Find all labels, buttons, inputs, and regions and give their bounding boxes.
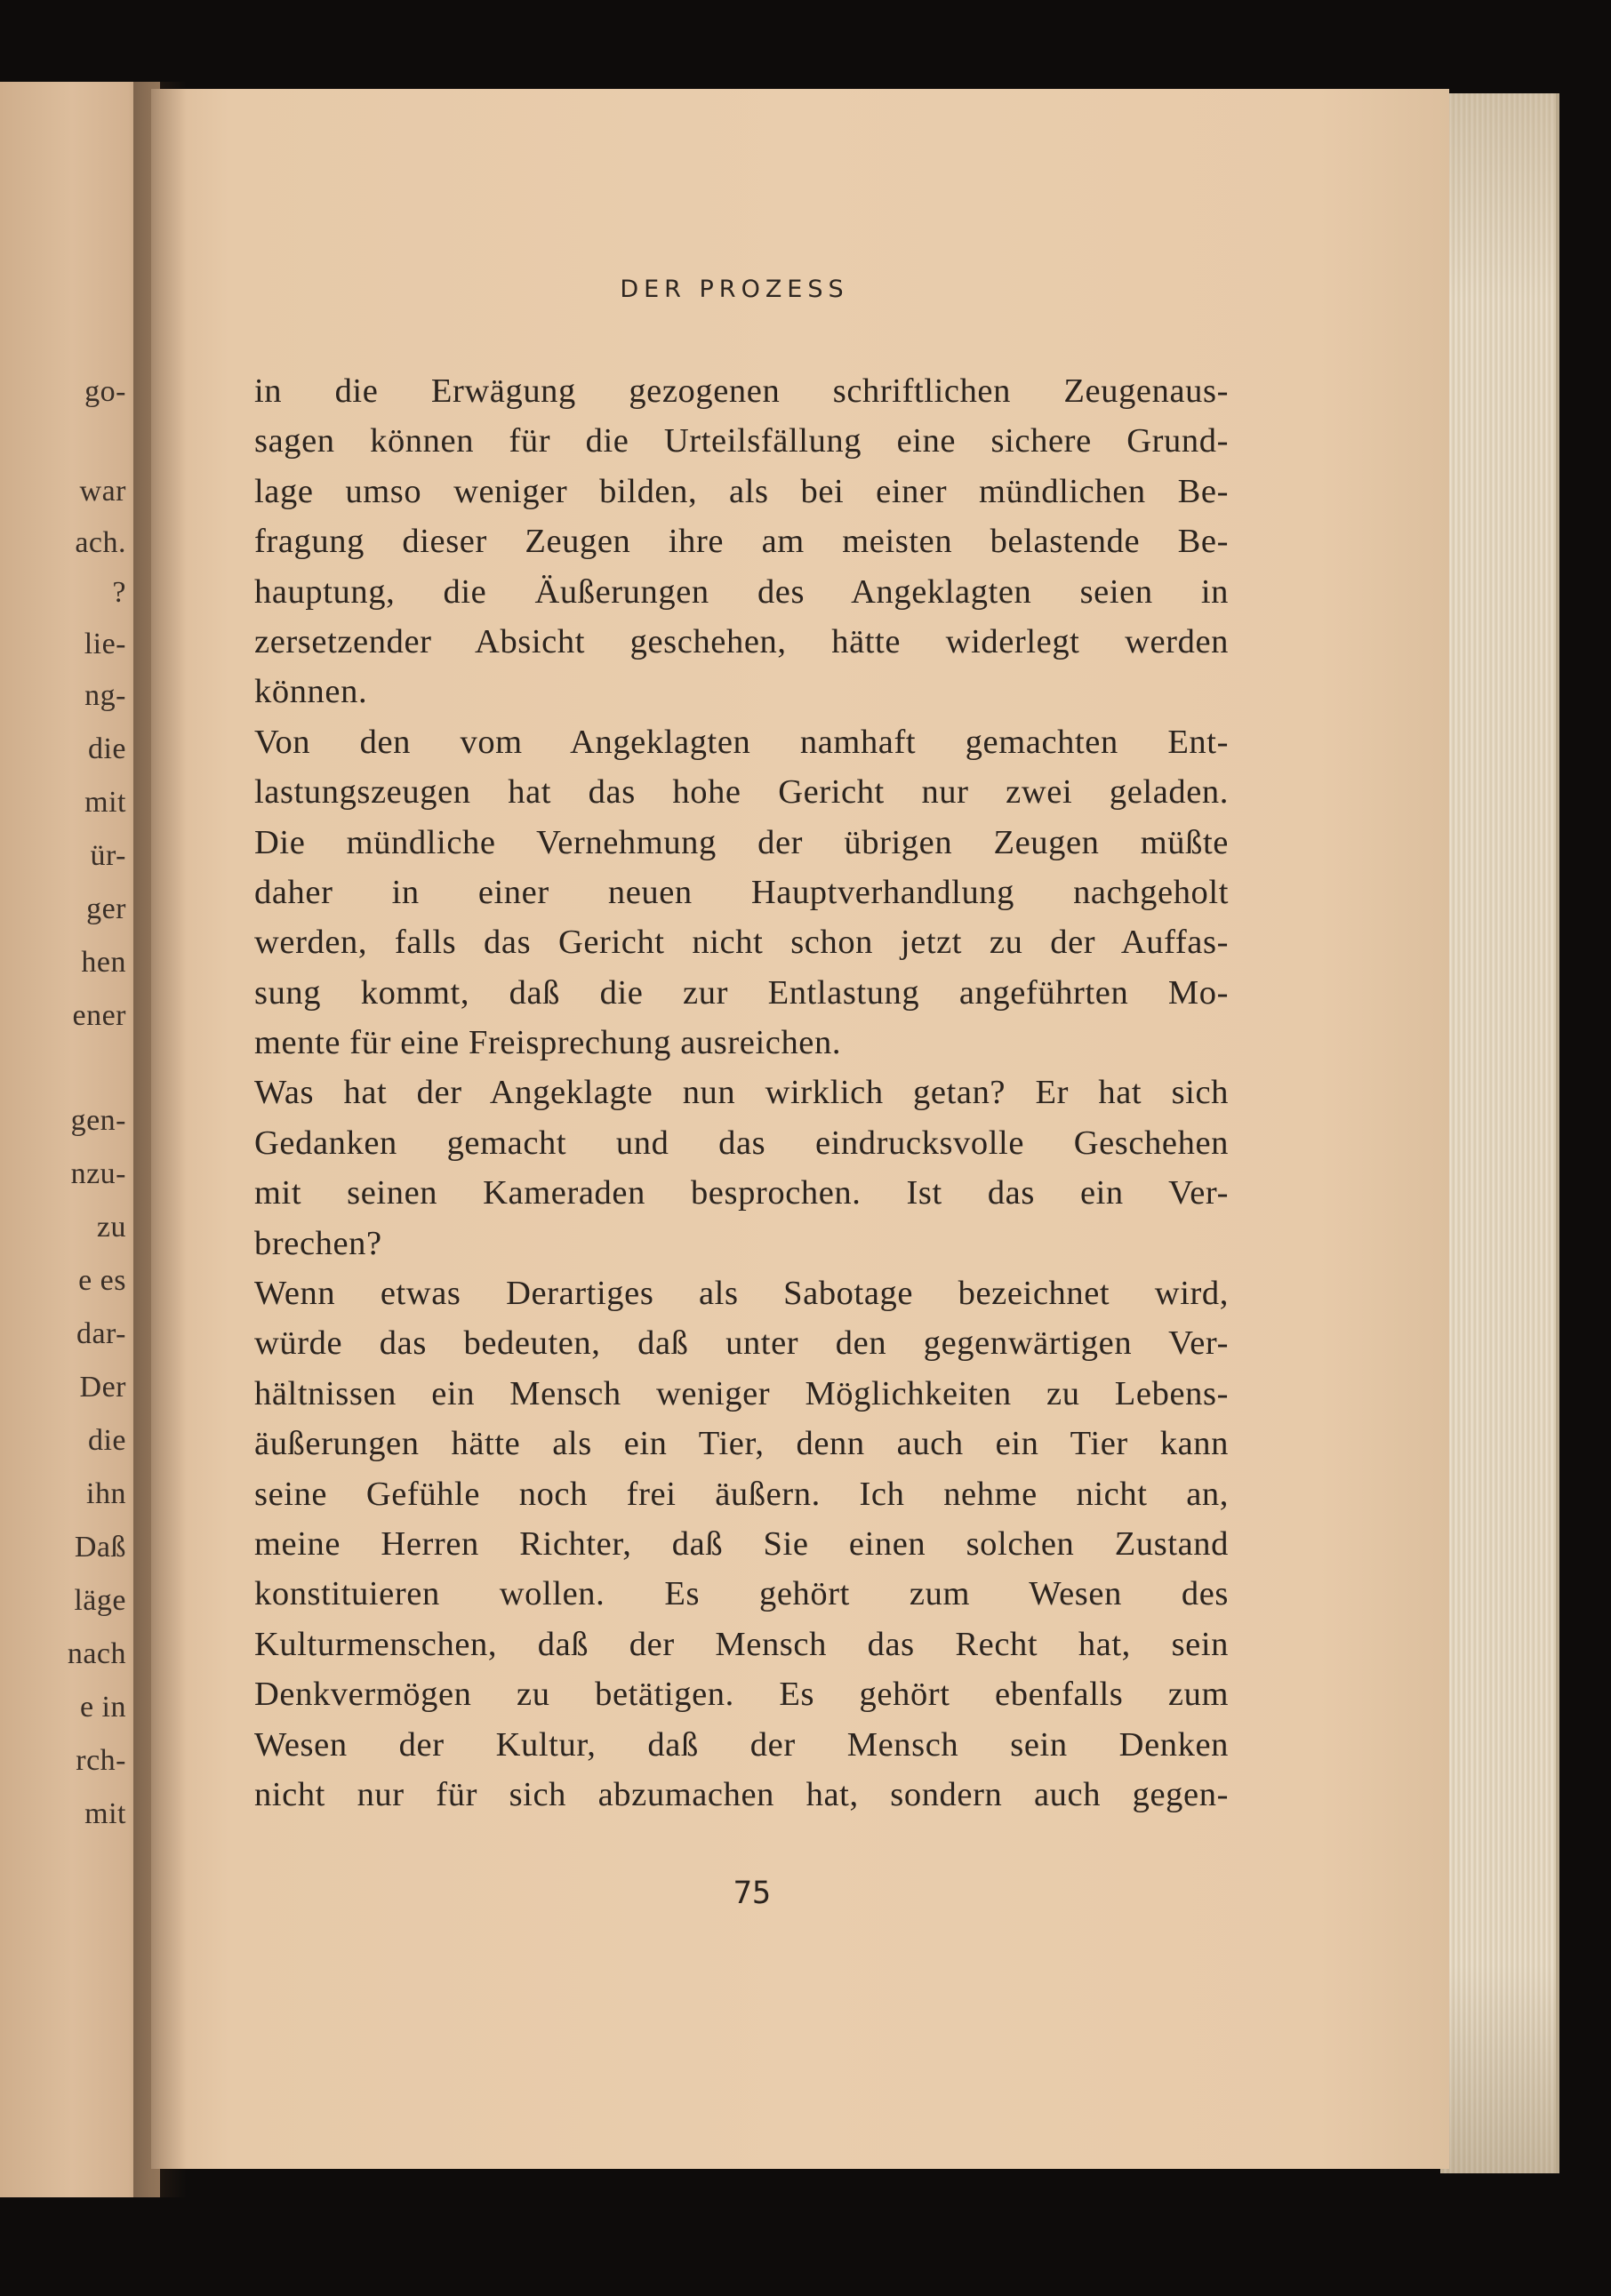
- left-fragment: die: [87, 732, 126, 765]
- left-fragment: nach: [67, 1637, 126, 1670]
- left-fragment: die: [87, 1424, 126, 1457]
- text-line: Was hat der Angeklagte nun wirklich getan? Er hat sich: [254, 1074, 1229, 1112]
- left-fragment: dar-: [76, 1317, 126, 1350]
- left-fragment: zu: [96, 1211, 126, 1244]
- left-fragment: ür-: [90, 839, 126, 872]
- left-fragment: go-: [84, 375, 126, 408]
- body-text: [254, 366, 1229, 1820]
- text-line: mente für eine Freisprechung ausreichen.: [254, 1024, 842, 1062]
- left-fragment: lie-: [84, 628, 126, 660]
- text-line: hältnissen ein Mensch weniger Möglichkeiten zu Lebens-: [254, 1374, 1229, 1412]
- text-line: meine Herren Richter, daß Sie einen solchen Zustand: [254, 1524, 1229, 1563]
- text-line: werden, falls das Gericht nicht schon jetzt zu der Auffas-: [254, 924, 1229, 962]
- left-fragment: war: [79, 475, 126, 508]
- text-line: lage umso weniger bilden, als bei einer mündlichen Be-: [254, 472, 1229, 510]
- text-line: seine Gefühle noch frei äußern. Ich nehme nicht an,: [254, 1475, 1229, 1513]
- left-fragment: Der: [79, 1371, 126, 1404]
- text-line: konstituieren wollen. Es gehört zum Wesen des: [254, 1575, 1229, 1613]
- left-fragment: mit: [84, 1797, 126, 1830]
- left-fragment: ?: [112, 576, 126, 609]
- text-line: können.: [254, 673, 368, 711]
- text-line: brechen?: [254, 1224, 382, 1262]
- left-fragment: ger: [86, 892, 126, 925]
- left-fragment: e in: [79, 1691, 126, 1724]
- left-fragment: läge: [74, 1584, 126, 1617]
- text-line: lastungszeugen hat das hohe Gericht nur zwei geladen.: [254, 773, 1229, 812]
- left-fragment: ener: [72, 999, 126, 1032]
- left-fragment: ng-: [84, 679, 126, 712]
- text-line: hauptung, die Äußerungen des Angeklagten seien in: [254, 572, 1229, 611]
- text-line: Wenn etwas Derartiges als Sabotage bezeichnet wird,: [254, 1275, 1229, 1313]
- running-head: DER PROZESS: [620, 276, 849, 303]
- left-fragment: e es: [78, 1264, 126, 1297]
- left-fragment: ihn: [86, 1477, 126, 1510]
- text-line: Von den vom Angeklagten namhaft gemachten Ent-: [254, 723, 1229, 761]
- left-fragment: ach.: [75, 526, 126, 559]
- text-line: sagen können für die Urteilsfällung eine sichere Grund-: [254, 422, 1229, 460]
- text-line: würde das bedeuten, daß unter den gegenwärtigen Ver-: [254, 1324, 1229, 1363]
- left-fragment: gen-: [70, 1104, 126, 1137]
- page-number: 75: [733, 1876, 772, 1911]
- left-fragment: Daß: [74, 1531, 126, 1564]
- left-fragment: rch-: [76, 1744, 126, 1777]
- left-fragment: mit: [84, 786, 126, 819]
- text-line: zersetzender Absicht geschehen, hätte widerlegt werden: [254, 622, 1229, 660]
- text-line: nicht nur für sich abzumachen hat, sondern auch gegen-: [254, 1775, 1229, 1813]
- text-line: Gedanken gemacht und das eindrucksvolle Geschehen: [254, 1124, 1229, 1162]
- text-line: in die Erwägung gezogenen schriftlichen Zeugenaus-: [254, 372, 1229, 410]
- text-line: daher in einer neuen Hauptverhandlung nachgeholt: [254, 873, 1229, 911]
- text-line: Kulturmenschen, daß der Mensch das Recht hat, sein: [254, 1625, 1229, 1663]
- text-line: äußerungen hätte als ein Tier, denn auch ein Tier kann: [254, 1425, 1229, 1463]
- left-fragment: hen: [81, 946, 126, 979]
- text-line: Die mündliche Vernehmung der übrigen Zeugen müßte: [254, 823, 1229, 861]
- left-fragment: nzu-: [70, 1157, 126, 1190]
- text-line: sung kommt, daß die zur Entlastung angeführten Mo-: [254, 973, 1229, 1012]
- text-line: mit seinen Kameraden besprochen. Ist das ein Ver-: [254, 1174, 1229, 1212]
- text-line: Wesen der Kultur, daß der Mensch sein Denken: [254, 1725, 1229, 1764]
- page-block-edges: [1440, 93, 1559, 2173]
- text-line: Denkvermögen zu betätigen. Es gehört ebenfalls zum: [254, 1676, 1229, 1714]
- text-line: fragung dieser Zeugen ihre am meisten belastende Be-: [254, 523, 1229, 561]
